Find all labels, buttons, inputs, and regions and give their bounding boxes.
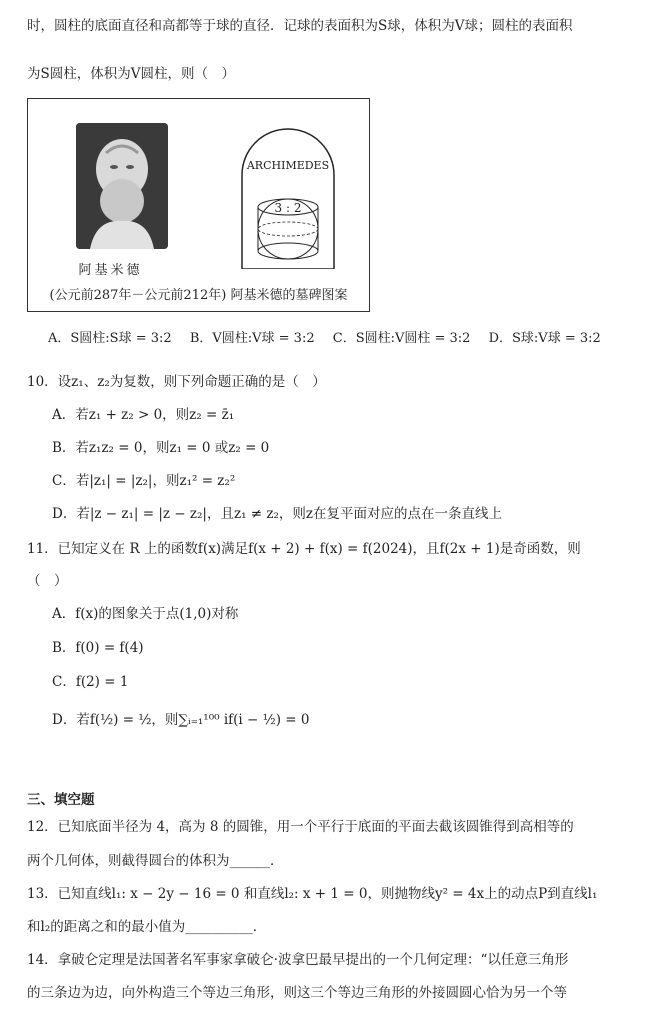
figure-caption: (公元前287年－公元前212年) 阿基米德的墓碑图案 (49, 288, 348, 303)
archimedes-figure (27, 98, 370, 312)
q9-choices (48, 327, 615, 346)
choice-a: A．S圆柱:S球 = 3:2 (48, 331, 172, 346)
q11-choice-d: D．若f(½) = ½，则∑ᵢ₌₁¹⁰⁰ if(i − ½) = 0 (52, 712, 310, 728)
archimedes-name: 阿基米德 (78, 263, 143, 278)
text-line: 为S圆柱，体积为V圆柱，则（ ） (27, 66, 235, 82)
q13-line1: 13．已知直线l₁: x − 2y − 16 = 0 和直线l₂: x + 1 = 0，则抛物线y² = 4x上的动点P到直线l₁ (27, 886, 598, 902)
tombstone-diagram (238, 125, 338, 269)
q10-choice-d: D．若|z − z₁| = |z − z₂|，且z₁ ≠ z₂，则z在复平面对应的点在一条直线上 (52, 506, 503, 522)
q12-line2: 两个几何体，则截得圆台的体积为______． (27, 853, 284, 869)
q12-line1: 12．已知底面半径为 4，高为 8 的圆锥，用一个平行于底面的平面去截该圆锥得到高相等的 (27, 819, 574, 835)
choice-d: D．S球:V球 = 3:2 (488, 331, 601, 346)
ratio-label: 3 : 2 (274, 201, 302, 215)
choice-b: B．V圆柱:V球 = 3:2 (189, 331, 315, 346)
q10-stem: 10．设z₁、z₂为复数，则下列命题正确的是（ ） (27, 374, 326, 390)
q13-line2: 和l₂的距离之和的最小值为__________． (27, 919, 267, 935)
tomb-label: ARCHIMEDES (246, 159, 330, 172)
q14-line2: 的三条边为边，向外构造三个等边三角形，则这三个等边三角形的外接圆圆心恰为另一个等 (27, 985, 567, 1001)
q11-choice-c: C．f(2) = 1 (52, 674, 129, 690)
section-heading: 三、填空题 (27, 792, 95, 808)
q10-choice-c: C．若|z₁| = |z₂|，则z₁² = z₂² (52, 473, 236, 489)
choice-c: C．S圆柱:V圆柱 = 3:2 (332, 331, 471, 346)
archimedes-bust-image (76, 123, 168, 249)
q10-choice-b: B．若z₁z₂ = 0，则z₁ = 0 或z₂ = 0 (52, 440, 270, 456)
q10-choice-a: A．若z₁ + z₂ > 0，则z₂ = z̄₁ (52, 407, 235, 423)
text-line: 时，圆柱的底面直径和高都等于球的直径．记球的表面积为S球，体积为V球；圆柱的表面积 (27, 18, 573, 34)
q11-stem: 11．已知定义在 R 上的函数f(x)满足f(x + 2) + f(x) = f(2024)，且f(2x + 1)是奇函数，则 (27, 541, 581, 557)
q11-choice-a: A．f(x)的图象关于点(1,0)对称 (52, 606, 239, 622)
q11-stem-cont: （ ） (27, 573, 68, 589)
q14-line1: 14．拿破仑定理是法国著名军事家拿破仑·波拿巴最早提出的一个几何定理：“以任意三角形 (27, 952, 569, 968)
q11-choice-b: B．f(0) = f(4) (52, 640, 144, 656)
